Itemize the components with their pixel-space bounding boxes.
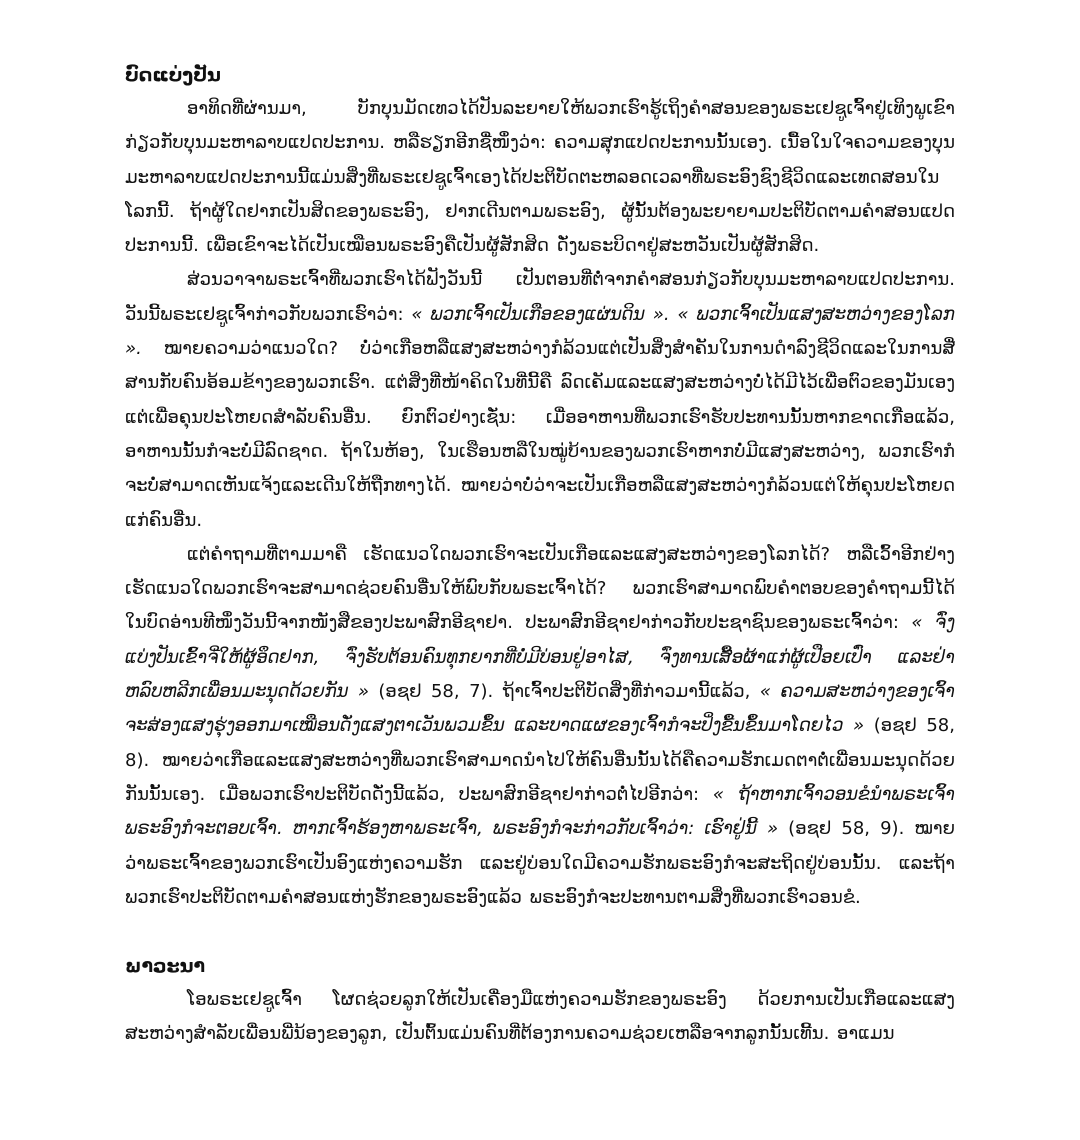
paragraph xyxy=(125,263,955,537)
paragraph-text: ສ່ວນວາຈາພຣະເຈົ້າທີ່ພວກເຮົາໄດ້ຟັງວັນນີ້ ເປັນຕອນທີ່ຕໍ່ຈາກຄຳສອນກ່ຽວກັບບຸນມະຫາລາບແປດປະການ. ວັນນີ້ພຣະເຢຊູເຈົ້າກ່າວກັບພວກເຮົາວ່າ: xyxy=(125,269,955,325)
paragraph-text: ແຕ່ຄຳຖາມທີ່ຕາມມາຄື ເຮັດແນວໃດພວກເຮົາຈະເປັນເກືອແລະແສງສະຫວ່າງຂອງໂລກໄດ້? ຫລືເວົ້າອີກຢ່າງ ເຮັດແນວໃດພວກເຮົາຈະສາມາດຊ່ວຍຄົນອື່ນໃຫ້ພົບກັບພຣະເຈົ້າໄດ້? ພວກເຮົາສາມາດພົບຄຳຕອບຂອງຄຳຖາມນີ້ໄດ້ໃນບົດອ່ານທີໜຶ່ງວັນນີ້ຈາກໜັງສືຂອງປະພາສົກອີຊາຢາ. ປະພາສົກອີຊາຢາກ່າວກັບປະຊາຊົນຂອງພຣະເຈົ້າວ່າ: xyxy=(125,543,955,634)
document-page xyxy=(125,58,955,1128)
section-body-prayer xyxy=(125,983,955,1052)
paragraph xyxy=(125,92,955,263)
scripture-quote: « ຖ້າຫາກເຈົ້າວອນຂໍນຳພຣະເຈົ້າ ພຣະອົງກໍຈະຕອບເຈົ້າ. ຫາກເຈົ້າຮ້ອງຫາພຣະເຈົ້າ, ພຣະອົງກໍຈະກ່າວກັບເຈົ້າວ່າ: ເຮົາຢູ່ນີ້ » xyxy=(125,783,955,840)
paragraph-text: (ອຊຢ 58, 8). ໝາຍວ່າເກືອແລະແສງສະຫວ່າງທີ່ພວກເຮົາສາມາດນຳໄປໃຫ້ຄົນອື່ນນັ້ນໄດ້ຄືຄວາມຮັກເມດຕາຕໍ່ເພື່ອນມະນຸດດ້ວຍກັນນັ້ນເອງ. ເມື່ອພວກເຮົາປະຕິບັດດັ່ງນີ້ແລ້ວ, ປະພາສົກອີຊາຢາກ່າວຕໍ່ໄປອີກວ່າ: xyxy=(125,715,955,805)
paragraph xyxy=(125,983,955,1052)
paragraph-text: ອາທິດທີ່ຜ່ານມາ, ບັກບຸນມັດເທວໄດ້ປັນລະຍາຍໃຫ້ພວກເຮົາຮູ້ເຖິງຄຳສອນຂອງພຣະເຢຊູເຈົ້າຢູ່ເທິງພູເຂົາ ກ່ຽວກັບບຸນມະຫາລາບແປດປະການ. ຫລືຮຽກອີກຊື່ໜຶ່ງວ່າ: ຄວາມສຸກແປດປະການນັ້ນເອງ. ເນື້ອໃນໃຈຄວາມຂອງບຸນມະຫາລາບແປດປະການນີ້ແມ່ນສິ່ງທີ່ພຣະເຢຊູເຈົ້າເອງໄດ້ປະຕິບັດຕະຫລອດເວລາທີ່ພຣະອົງຊົງຊີວິດແລະເທດສອນໃນໂລກນີ້. ຖ້າຜູ້ໃດຢາກເປັນສິດຂອງພຣະອົງ, ຢາກເດີນຕາມພຣະອົງ, ຜູ້ນັ້ນຕ້ອງພະຍາຍາມປະຕິບັດຕາມຄຳສອນແປດປະການນີ້. ເພື່ອເຂົາຈະໄດ້ເປັນເໝືອນພຣະອົງຄືເປັນຜູ້ສັກສິດ ດັ່ງພຣະບິດາຢູ່ສະຫວັນເປັນຜູ້ສັກສິດ. xyxy=(125,98,955,257)
section-heading-sharing: ບົດແບ່ງປັນ xyxy=(125,64,221,86)
scripture-quote: « ຈົ່ງແບ່ງປັນເຂົ້າຈີ່ໃຫ້ຜູ້ອຶດຢາກ, ຈົ່ງຮັບຕ້ອນຄົນທຸກຍາກທີ່ບໍ່ມີບ່ອນຢູ່ອາໄສ, ຈົ່ງທານເສື້ອຜ້າແກ່ຜູ້ເປືອຍເປົ່າ ແລະຢ່າຫລົບຫລີກເພື່ອນມະນຸດດ້ວຍກັນ » xyxy=(125,612,955,703)
paragraph-text: (ອຊຢ 58, 7). ຖ້າເຈົ້າປະຕິບັດສິ່ງທີ່ກ່າວມານີ້ແລ້ວ, xyxy=(368,681,760,703)
scripture-quote: « ຄວາມສະຫວ່າງຂອງເຈົ້າຈະສ່ອງແສງຮຸ່ງອອກມາເໝືອນດັ່ງແສງຕາເວັນພວມຂຶ້ນ ແລະບາດແຜຂອງເຈົ້າກໍຈະປິ່ງຂື້ນຂຶ້ນມາໂດຍໄວ » xyxy=(125,681,955,737)
paragraph-text: ໝາຍຄວາມວ່າແນວໃດ? ບໍ່ວ່າເກືອຫລືແສງສະຫວ່າງກໍລ້ວນແຕ່ເປັນສິ່ງສຳຄັນໃນການດຳລົງຊີວິດແລະໃນການສື່ສານກັບຄົນອ້ອມຂ້າງຂອງພວກເຮົາ. ແຕ່ສິ່ງທີ່ໜ້າຄິດໃນທີ່ນີ້ຄື ລົດເຄັມແລະແສງສະຫວ່າງບໍ່ໄດ້ມີໄວ້ເພື່ອຕົວຂອງມັນເອງ ແຕ່ເພື່ອຄຸນປະໂຫຍດສຳລັບຄົນອື່ນ. ຍົກຕົວຢ່າງເຊັ່ນ: ເມື່ອອາຫານທີ່ພວກເຮົາຮັບປະທານນັ້ນຫາກຂາດເກືອແລ້ວ, ອາຫານນັ້ນກໍຈະບໍ່ມີລົດຊາດ. ຖ້າໃນຫ້ອງ, ໃນເຮືອນຫລືໃນໝູ່ບ້ານຂອງພວກເຮົາຫາກບໍ່ມີແສງສະຫວ່າງ, ພວກເຮົາກໍຈະບໍ່ສາມາດເຫັນແຈ້ງແລະເດີນໃຫ້ຖືກທາງໄດ້. ໝາຍວ່າບໍ່ວ່າຈະເປັນເກືອຫລືແສງສະຫວ່າງກໍລ້ວນແຕ່ໃຫ້ຄຸນປະໂຫຍດແກ່ຄົນອື່ນ. xyxy=(125,338,955,531)
section-body-sharing xyxy=(125,92,955,915)
section-divider-space xyxy=(125,915,955,949)
section-heading-prayer: ພາວະນາ xyxy=(125,955,206,978)
paragraph-text: ໂອພຣະເຢຊູເຈົ້າ ໂຜດຊ່ວຍລູກໃຫ້ເປັນເຄື່ອງມືແຫ່ງຄວາມຮັກຂອງພຣະອົງ ດ້ວຍການເປັນເກືອແລະແສງສະຫວ່າງສຳລັບເພື່ອນພີ່ນ້ອງຂອງລູກ, ເປັນຕົ້ນແມ່ນຄົນທີ່ຕ້ອງການຄວາມຊ່ວຍເຫລືອຈາກລູກນັ້ນເທີ້ນ. ອາແມນ xyxy=(125,989,955,1045)
paragraph xyxy=(125,538,955,915)
scripture-quote: « ພວກເຈົ້າເປັນເກືອຂອງແຜ່ນດິນ ». « ພວກເຈົ້າເປັນແສງສະຫວ່າງຂອງໂລກ ». xyxy=(125,303,955,360)
paragraph-text: (ອຊຢ 58, 9). ໝາຍວ່າພຣະເຈົ້າຂອງພວກເຮົາເປັນອົງແຫ່ງຄວາມຮັກ ແລະຢູ່ບ່ອນໃດມີຄວາມຮັກພຣະອົງກໍຈະສະຖິດຢູ່ບ່ອນນັ້ນ. ແລະຖ້າພວກເຮົາປະຕິບັດຕາມຄຳສອນແຫ່ງຮັກຂອງພຣະອົງແລ້ວ ພຣະອົງກໍຈະປະທານຕາມສິ່ງທີ່ພວກເຮົາວອນຂໍ. xyxy=(125,818,955,908)
